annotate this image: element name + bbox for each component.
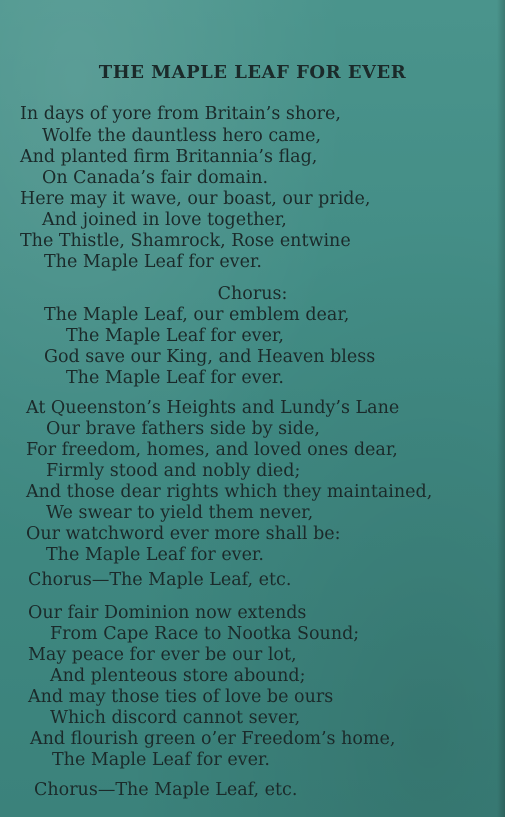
chorus-reference-1: Chorus—The Maple Leaf, etc. [28, 570, 292, 590]
verse2-line-8: The Maple Leaf for ever. [46, 545, 264, 565]
verse1-line-5: Here may it wave, our boast, our pride, [20, 189, 371, 209]
verse2-line-7: Our watchword ever more shall be: [26, 524, 341, 544]
song-title: THE MAPLE LEAF FOR EVER [98, 62, 407, 83]
chorus-heading: Chorus: [217, 284, 288, 304]
chorus-reference-2: Chorus—The Maple Leaf, etc. [34, 780, 298, 800]
verse1-line-3: And planted firm Britannia’s flag, [20, 147, 318, 167]
verse1-line-6: And joined in love together, [42, 210, 287, 230]
verse2-line-1: At Queenston’s Heights and Lundy’s Lane [26, 398, 400, 418]
verse3-line-2: From Cape Race to Nootka Sound; [50, 624, 360, 644]
verse3-line-8: The Maple Leaf for ever. [52, 750, 270, 770]
verse3-line-3: May peace for ever be our lot, [28, 645, 297, 665]
verse1-line-2: Wolfe the dauntless hero came, [42, 126, 322, 146]
verse2-line-3: For freedom, homes, and loved ones dear, [26, 440, 398, 460]
chorus-line-2: The Maple Leaf for ever, [66, 326, 284, 346]
verse1-line-4: On Canada’s fair domain. [42, 168, 269, 188]
page-edge-shadow [497, 0, 505, 817]
verse2-line-4: Firmly stood and nobly died; [46, 461, 301, 481]
chorus-line-3: God save our King, and Heaven bless [44, 347, 376, 367]
verse2-line-6: We swear to yield them never, [46, 503, 314, 523]
verse2-line-2: Our brave fathers side by side, [46, 419, 320, 439]
verse2-line-5: And those dear rights which they maintained, [26, 482, 433, 502]
verse1-line-7: The Thistle, Shamrock, Rose entwine [20, 231, 351, 251]
verse3-line-1: Our fair Dominion now extends [28, 603, 307, 623]
chorus-line-1: The Maple Leaf, our emblem dear, [44, 305, 350, 325]
verse1-line-1: In days of yore from Britain’s shore, [20, 104, 341, 124]
verse3-line-5: And may those ties of love be ours [28, 687, 334, 707]
verse3-line-7: And flourish green o’er Freedom’s home, [30, 729, 396, 749]
verse1-line-8: The Maple Leaf for ever. [44, 252, 262, 272]
verse3-line-6: Which discord cannot sever, [50, 708, 301, 728]
chorus-line-4: The Maple Leaf for ever. [66, 368, 284, 388]
verse3-line-4: And plenteous store abound; [50, 666, 306, 686]
